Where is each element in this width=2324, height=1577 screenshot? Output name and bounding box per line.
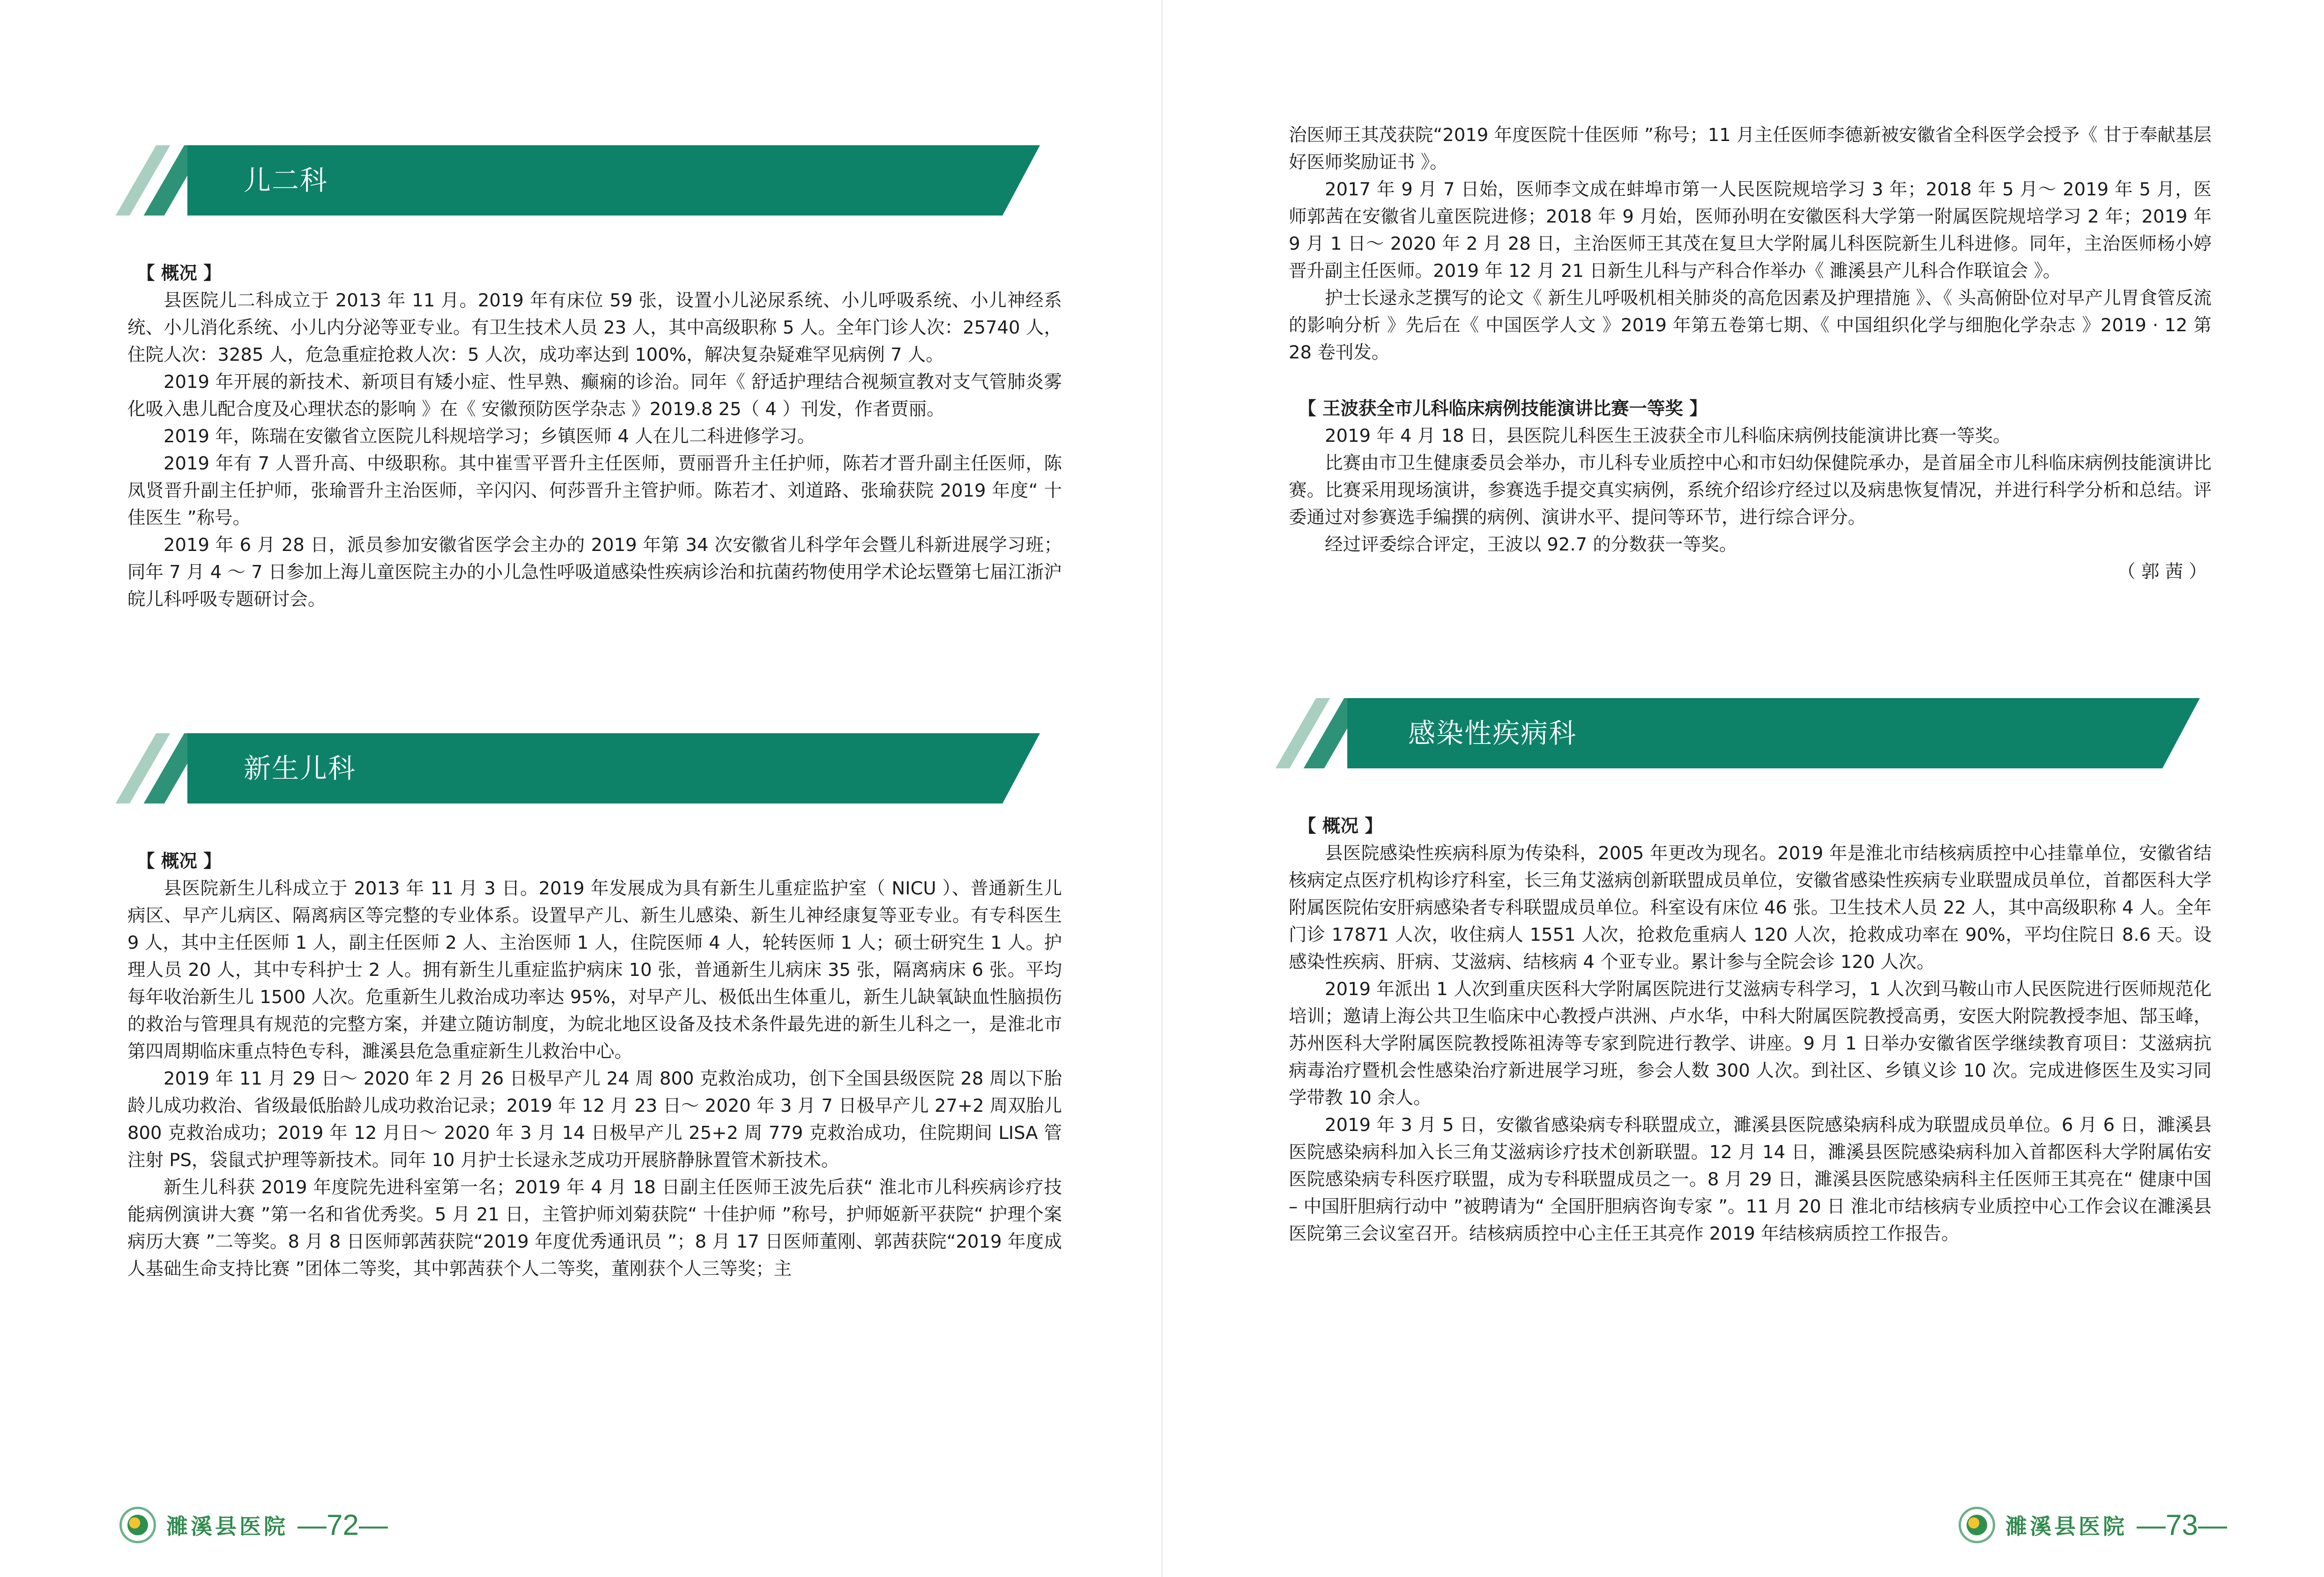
paragraph: 县医院儿二科成立于 2013 年 11 月。2019 年有床位 59 张，设置小儿泌尿系统、小儿呼吸系统、小儿神经系统、小儿消化系统、小儿内分泌等亚专业。有卫生技术人员 23 人，其中高级职称 5 人。全年门诊人次：25740 人，住院人次：3285 人，危急重症抢救人次：5 人次，成功率达到 100%，解决复杂疑难罕见病例 7 人。	[127, 290, 1062, 365]
overview-tag: 【 概况 】	[137, 851, 222, 872]
page-footer	[1959, 1502, 2227, 1548]
author-signature: （ 郭 茜 ）	[2117, 561, 2207, 582]
paragraph: 2019 年 3 月 5 日，安徽省感染病专科联盟成立，濉溪县医院感染病科成为联盟成员单位。6 月 6 日，濉溪县医院感染病科加入长三角艾滋病诊疗技术创新联盟。12 月 14 日，濉溪县医院感染病科加入首都医科大学附属佑安医院感染病专科医疗联盟，成为专科联盟成员之一。8 月 29 日，濉溪县医院感染病科主任医师王其亮在“ 健康中国 – 中国肝胆病行动中 ”被聘请为“ 全国肝胆病咨询专家 ”。11 月 20 日 淮北市结核病专业质控中心工作会议在濉溪县医院第三会议室召开。结核病质控中心主任王其亮作 2019 年结核病质控工作报告。	[1289, 1115, 2212, 1244]
paragraph: 2019 年 6 月 28 日，派员参加安徽省医学会主办的 2019 年第 34 次安徽省儿科学年会暨儿科新进展学习班；同年 7 月 4 ～ 7 日参加上海儿童医院主办的小儿急性呼吸道感染性疾病诊治和抗菌药物使用学术论坛暨第七届江浙沪皖儿科呼吸专题研讨会。	[127, 535, 1062, 610]
section-title: 感染性疾病科	[1408, 717, 1577, 749]
overview-tag: 【 概况 】	[1298, 816, 1383, 837]
section-title: 新生儿科	[244, 752, 356, 784]
hospital-name: 濉溪县医院	[166, 1514, 288, 1539]
section-banner-er-er-ke	[126, 145, 1040, 216]
section-banner-xin-sheng-er-ke	[126, 733, 1040, 803]
paragraph: 经过评委综合评定，王波以 92.7 的分数获一等奖。	[1325, 534, 1737, 555]
award-tag: 【 王波获全市儿科临床病例技能演讲比赛一等奖 】	[1298, 398, 1708, 419]
section-body-er-er-ke	[127, 260, 1062, 613]
page-number: —73—	[2137, 1509, 2227, 1541]
paragraph: 新生儿科获 2019 年度院先进科室第一名；2019 年 4 月 18 日副主任医师王波先后获“ 淮北市儿科疾病诊疗技能病例演讲大赛 ”第一名和省优秀奖。5 月 21 日，主管护师刘菊获院“ 十佳护师 ”称号，护师姬新平获院“ 护理个案病历大赛 ”二等奖。8 月 8 日医师郭茜获院“2019 年度优秀通讯员 ”；8 月 17 日医师董刚、郭茜获院“2019 年度成人基础生命支持比赛 ”团体二等奖，其中郭茜获个人二等奖，董刚获个人三等奖；主	[127, 1177, 1062, 1279]
paragraph: 治医师王其茂获院“2019 年度医院十佳医师 ”称号；11 月主任医师李德新被安徽省全科医学会授予《 甘于奉献基层好医师奖励证书 》。	[1289, 125, 2212, 173]
paragraph: 比赛由市卫生健康委员会举办，市儿科专业质控中心和市妇幼保健院承办，是首届全市儿科临床病例技能演讲比赛。比赛采用现场演讲，参赛选手提交真实病例，系统介绍诊疗经过以及病患恢复情况，并进行科学分析和总结。评委通过对参赛选手编撰的病例、演讲水平、提问等环节，进行综合评分。	[1289, 453, 2212, 528]
paragraph: 县医院感染性疾病科原为传染科，2005 年更改为现名。2019 年是淮北市结核病质控中心挂靠单位，安徽省结核病定点医疗机构诊疗科室，长三角艾滋病创新联盟成员单位，安徽省感染性疾病专业联盟成员单位，首都医科大学附属医院佑安肝病感染者专科联盟成员单位。科室设有床位 46 张。卫生技术人员 22 人，其中高级职称 4 人。全年门诊 17871 人次，收住病人 1551 人次，抢救危重病人 120 人次，抢救成功率在 90%，平均住院日 8.6 天。设感染性疾病、肝病、艾滋病、结核病 4 个亚专业。累计参与全院会诊 120 人次。	[1289, 843, 2212, 973]
section-body-xin-sheng-er-ke	[127, 848, 1062, 1283]
page-footer	[119, 1502, 388, 1548]
section-body-gan-ran-ke	[1289, 813, 2212, 1248]
section-banner-gan-ran-ke	[1286, 698, 2200, 768]
hospital-logo-icon	[119, 1507, 156, 1543]
paragraph: 2019 年 11 月 29 日～ 2020 年 2 月 26 日极早产儿 24 周 800 克救治成功，创下全国县级医院 28 周以下胎龄儿成功救治、省级最低胎龄儿成功救治记录；2019 年 12 月 23 日～ 2020 年 3 月 7 日极早产儿 27+2 周双胎儿 800 克救治成功；2019 年 12 月日～ 2020 年 3 月 14 日极早产儿 25+2 周 779 克救治成功，住院期间 LISA 管注射 PS，袋鼠式护理等新技术。同年 10 月护士长逯永芝成功开展脐静脉置管术新技术。	[127, 1068, 1062, 1171]
overview-tag: 【 概况 】	[137, 263, 222, 284]
paragraph: 2017 年 9 月 7 日始，医师李文成在蚌埠市第一人民医院规培学习 3 年；2018 年 5 月～ 2019 年 5 月，医师郭茜在安徽省儿童医院进修；2018 年 9 月始，医师孙明在安徽医科大学第一附属医院规培学习 2 年；2019 年 9 月 1 日～ 2020 年 2 月 28 日，主治医师王其茂在复旦大学附属儿科医院新生儿科进修。同年，主治医师杨小婷晋升副主任医师。2019 年 12 月 21 日新生儿科与产科合作举办《 濉溪县产儿科合作联谊会 》。	[1289, 179, 2212, 282]
page-number: —72—	[297, 1509, 388, 1541]
continued-text	[1289, 122, 2212, 586]
paragraph: 2019 年 4 月 18 日，县医院儿科医生王波获全市儿科临床病例技能演讲比赛一等奖。	[1325, 425, 2011, 446]
paragraph: 2019 年，陈瑞在安徽省立医院儿科规培学习；乡镇医师 4 人在儿二科进修学习。	[163, 426, 816, 447]
section-title: 儿二科	[244, 164, 328, 196]
paragraph: 2019 年开展的新技术、新项目有矮小症、性早熟、癫痫的诊治。同年《 舒适护理结合视频宣教对支气管肺炎雾化吸入患儿配合度及心理状态的影响 》在《 安徽预防医学杂志 》2019.8 25（ 4 ）刊发，作者贾丽。	[127, 372, 1062, 420]
paragraph: 2019 年派出 1 人次到重庆医科大学附属医院进行艾滋病专科学习，1 人次到马鞍山市人民医院进行医师规范化培训；邀请上海公共卫生临床中心教授卢洪洲、卢水华，中科大附属医院教授高勇，安医大附院教授李旭、郜玉峰，苏州医科大学附属医院教授陈祖涛等专家到院进行教学、讲座。9 月 1 日举办安徽省医学继续教育项目：艾滋病抗病毒治疗暨机会性感染治疗新进展学习班，参会人数 300 人次。到社区、乡镇义诊 10 次。完成进修医生及实习同学带教 10 余人。	[1289, 979, 2212, 1108]
hospital-logo-icon	[1959, 1507, 1995, 1543]
right-page	[1162, 0, 2324, 1577]
paragraph: 2019 年有 7 人晋升高、中级职称。其中崔雪平晋升主任医师，贾丽晋升主任护师，陈若才晋升副主任医师，陈凤贤晋升副主任护师，张瑜晋升主治医师，辛闪闪、何莎晋升主管护师。陈若才、刘道路、张瑜获院 2019 年度“ 十佳医生 ”称号。	[127, 453, 1062, 528]
paragraph: 县医院新生儿科成立于 2013 年 11 月 3 日。2019 年发展成为具有新生儿重症监护室（ NICU ）、普通新生儿病区、早产儿病区、隔离病区等完整的专业体系。设置早产儿、新生儿感染、新生儿神经康复等亚专业。有专科医生 9 人，其中主任医师 1 人，副主任医师 2 人、主治医师 1 人，住院医师 4 人，轮转医师 1 人；硕士研究生 1 人。护理人员 20 人，其中专科护士 2 人。拥有新生儿重症监护病床 10 张，普通新生儿病床 35 张，隔离病床 6 张。平均每年收治新生儿 1500 人次。危重新生儿救治成功率达 95%，对早产儿、极低出生体重儿，新生儿缺氧缺血性脑损伤的救治与管理具有规范的完整方案，并建立随访制度，为皖北地区设备及技术条件最先进的新生儿科之一，是淮北市第四周期临床重点特色专科，濉溪县危急重症新生儿救治中心。	[127, 878, 1062, 1062]
paragraph: 护士长逯永芝撰写的论文《 新生儿呼吸机相关肺炎的高危因素及护理措施 》、《 头高俯卧位对早产儿胃食管反流的影响分析 》先后在《 中国医学人文 》2019 年第五卷第七期、《 中国组织化学与细胞化学杂志 》2019 · 12 第 28 卷刊发。	[1289, 288, 2212, 363]
hospital-name: 濉溪县医院	[2005, 1514, 2127, 1539]
